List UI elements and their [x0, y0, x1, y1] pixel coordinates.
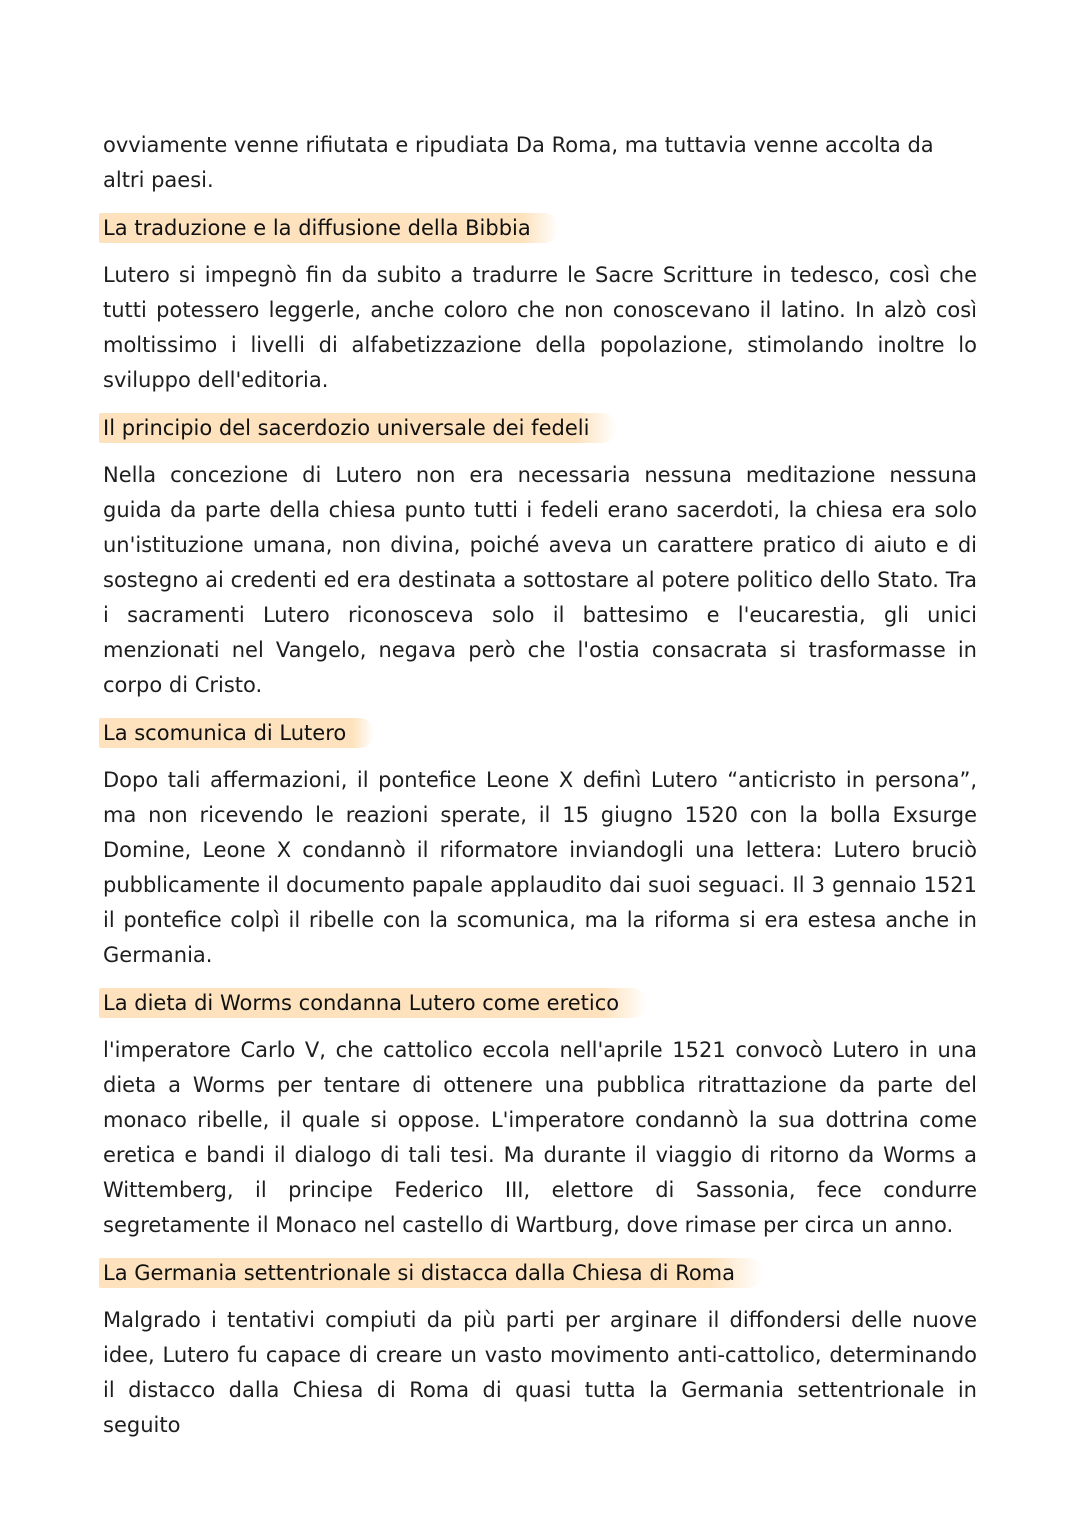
paragraph-germania: Malgrado i tentativi compiuti da più parti per arginare il diffondersi delle nuove idee, Lutero fu capace di creare un vasto movimento anti-cattolico, determinando il distacco dalla Chiesa di Roma di quasi tutta la Germania settentrionale in seguito: [103, 1308, 977, 1437]
intro-paragraph: ovviamente venne rifiutata e ripudiata Da Roma, ma tuttavia venne accolta da altri paesi.: [103, 133, 934, 192]
paragraph-worms: l'imperatore Carlo V, che cattolico eccola nell'aprile 1521 convocò Lutero in una dieta a Worms per tentare di ottenere una pubblica ritrattazione da parte del monaco ribelle, il quale si oppose. L'imperatore condannò la sua dottrina come eretica e bandi il dialogo di tali tesi. Ma durante il viaggio di ritorno da Worms a Wittemberg, il principe Federico III, elettore di Sassonia, fece condurre segretamente il Monaco nel castello di Wartburg, dove rimase per circa un anno.: [103, 1038, 977, 1237]
heading-bibbia: La traduzione e la diffusione della Bibbia: [99, 213, 559, 243]
paragraph-scomunica: Dopo tali affermazioni, il pontefice Leone X definì Lutero “anticristo in persona”, ma non ricevendo le reazioni sperate, il 15 giugno 1520 con la bolla Exsurge Domine, Leone X condannò il riformatore inviandogli una lettera: Lutero bruciò pubblicamente il documento papale applaudito dai suoi seguaci. Il 3 gennaio 1521 il pontefice colpì il ribelle con la scomunica, ma la riforma si era estesa anche in Germania.: [103, 768, 977, 967]
section-heading-row: [103, 718, 977, 748]
paragraph-sacerdozio: Nella concezione di Lutero non era necessaria nessuna meditazione nessuna guida da parte della chiesa punto tutti i fedeli erano sacerdoti, la chiesa era solo un'istituzione umana, non divina, poiché aveva un carattere pratico di aiuto e di sostegno ai credenti ed era destinata a sottostare al potere politico dello Stato. Tra i sacramenti Lutero riconosceva solo il battesimo e l'eucarestia, gli unici menzionati nel Vangelo, negava però che l'ostia consacrata si trasformasse in corpo di Cristo.: [103, 463, 977, 697]
section-heading-row: [103, 413, 977, 443]
section-heading-row: [103, 213, 977, 243]
paragraph-bibbia: Lutero si impegnò fin da subito a tradurre le Sacre Scritture in tedesco, così che tutti potessero leggerle, anche coloro che non conoscevano il latino. In alzò così moltissimo i livelli di alfabetizzazione della popolazione, stimolando inoltre lo sviluppo dell'editoria.: [103, 263, 977, 392]
heading-sacerdozio: Il principio del sacerdozio universale dei fedeli: [99, 413, 617, 443]
heading-germania: La Germania settentrionale si distacca dalla Chiesa di Roma: [99, 1258, 763, 1288]
heading-worms: La dieta di Worms condanna Lutero come eretico: [99, 988, 647, 1018]
section-heading-row: [103, 988, 977, 1018]
section-heading-row: [103, 1258, 977, 1288]
heading-scomunica: La scomunica di Lutero: [99, 718, 374, 748]
